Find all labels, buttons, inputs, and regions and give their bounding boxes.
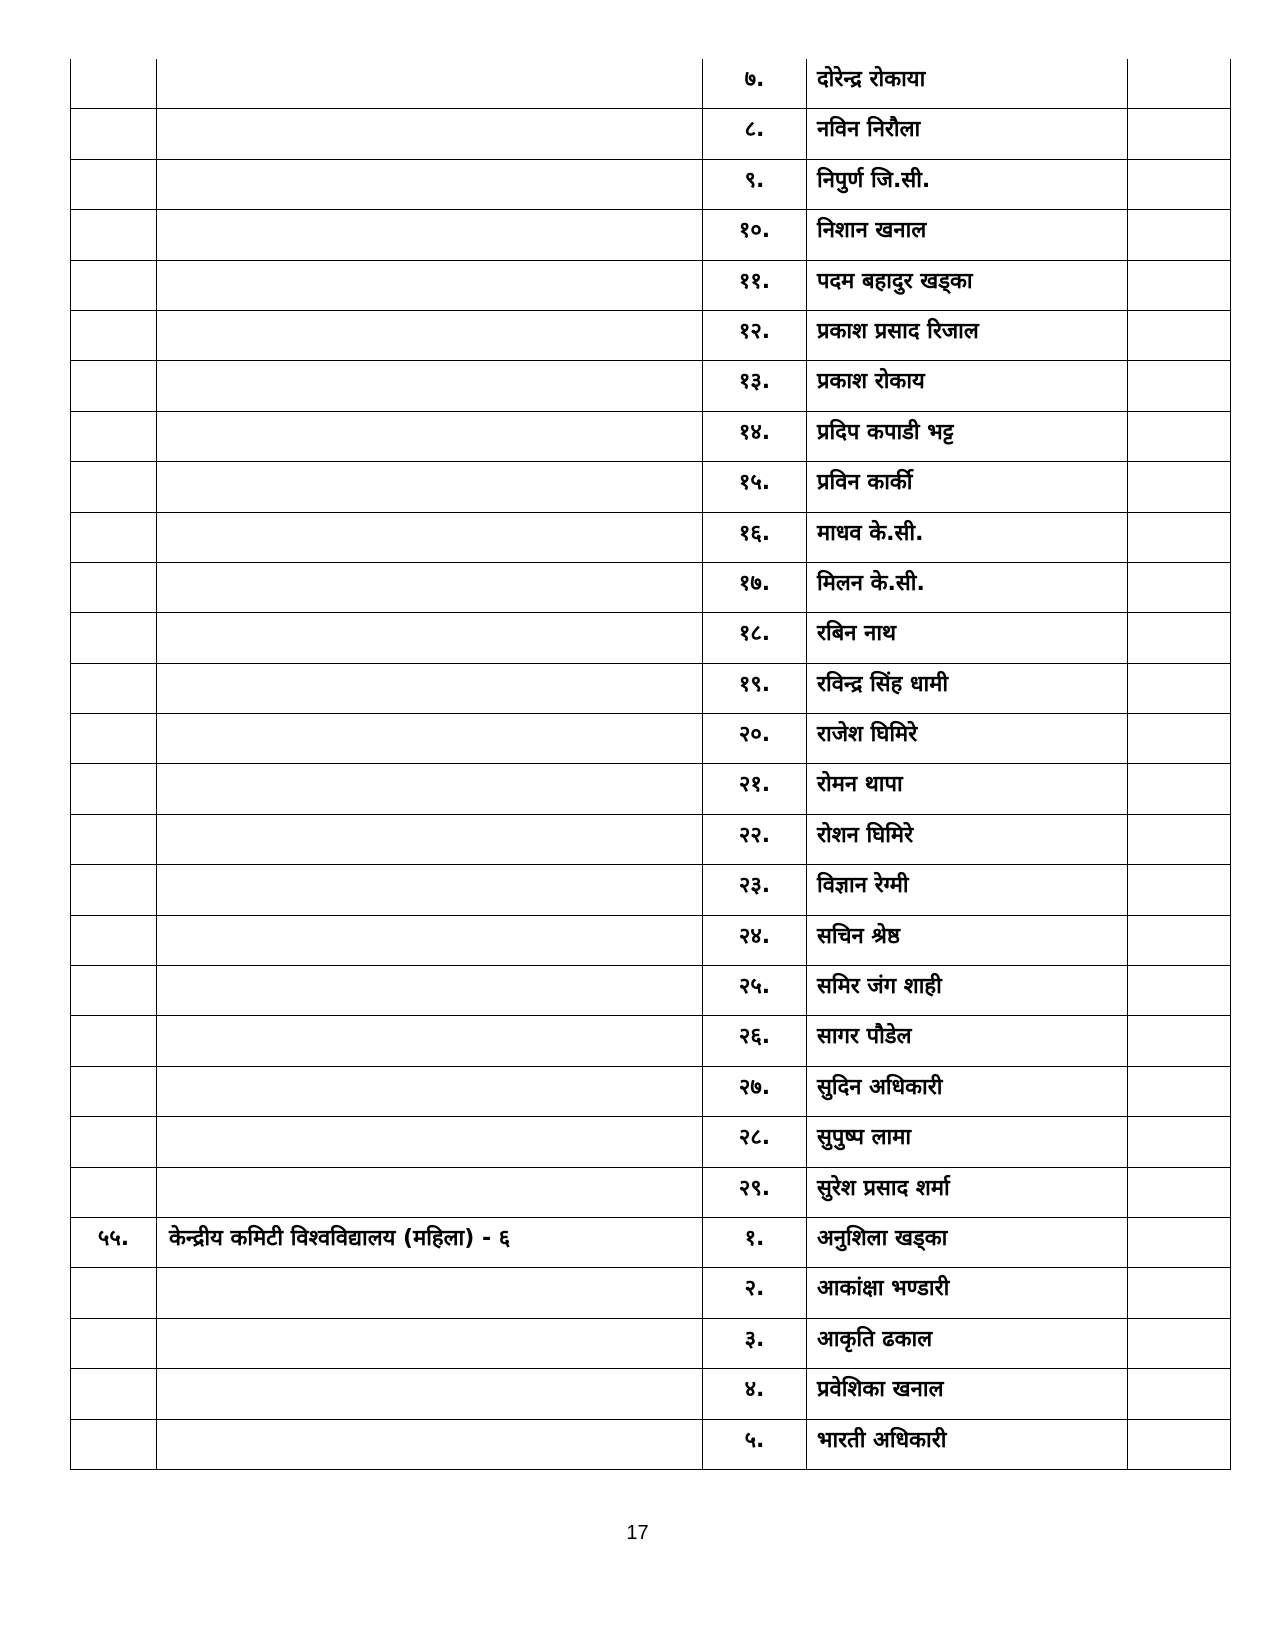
member-serial-cell: [703, 59, 807, 109]
committee-name-text: [169, 966, 702, 976]
committee-number-text: [71, 1067, 156, 1077]
member-name-text: प्रवेशिका खनाल: [817, 1377, 944, 1403]
remarks-cell: [1128, 109, 1231, 159]
table-row: [71, 1268, 1231, 1318]
committee-number-text: [71, 160, 156, 170]
member-name-cell: [807, 1066, 1128, 1116]
remarks-cell: [1128, 966, 1231, 1016]
member-serial-text: १.: [744, 1225, 765, 1251]
table-row: [71, 1318, 1231, 1368]
committee-number-cell: [71, 310, 157, 360]
member-name-text: निपुर्ण जि.सी.: [817, 167, 931, 193]
table-row: [71, 361, 1231, 411]
committee-number-cell: [71, 1268, 157, 1318]
member-name-cell: [807, 1217, 1128, 1267]
committee-name-cell: [157, 512, 703, 562]
committee-name-text: [169, 1168, 702, 1178]
remarks-cell: [1128, 613, 1231, 663]
table-row: [71, 1117, 1231, 1167]
member-serial-cell: [703, 1419, 807, 1469]
member-serial-cell: [703, 1268, 807, 1318]
committee-number-cell: [71, 1419, 157, 1469]
member-name-cell: [807, 1369, 1128, 1419]
table-body: [71, 59, 1231, 1469]
remarks-cell: [1128, 1016, 1231, 1066]
committee-number-cell: [71, 663, 157, 713]
committee-number-text: [71, 462, 156, 472]
member-name-text: राजेश घिमिरे: [817, 722, 918, 748]
committee-name-text: [169, 513, 702, 523]
table-row: [71, 512, 1231, 562]
member-name-cell: [807, 1167, 1128, 1217]
member-name-text: सुपुष्प लामा: [817, 1125, 912, 1151]
member-serial-text: ९.: [744, 167, 765, 193]
member-name-cell: [807, 210, 1128, 260]
committee-number-text: [71, 361, 156, 371]
member-serial-text: १६.: [738, 520, 771, 546]
committee-name-text: [169, 1268, 702, 1278]
remarks-cell: [1128, 562, 1231, 612]
table-row: [71, 1167, 1231, 1217]
committee-name-cell: [157, 1167, 703, 1217]
committee-name-cell: [157, 613, 703, 663]
committee-number-cell: [71, 1016, 157, 1066]
member-name-text: निशान खनाल: [817, 218, 927, 244]
remarks-cell: [1128, 361, 1231, 411]
committee-number-cell: [71, 764, 157, 814]
committee-number-text: [71, 613, 156, 623]
table-row: [71, 562, 1231, 612]
committee-number-text: [71, 311, 156, 321]
member-name-cell: [807, 865, 1128, 915]
committee-name-text: [169, 1420, 702, 1430]
remarks-cell: [1128, 814, 1231, 864]
member-serial-cell: [703, 1318, 807, 1368]
member-name-cell: [807, 764, 1128, 814]
remarks-cell: [1128, 59, 1231, 109]
member-name-text: मिलन के.सी.: [817, 570, 925, 596]
committee-name-cell: [157, 915, 703, 965]
committee-name-cell: [157, 210, 703, 260]
member-serial-text: १५.: [738, 470, 771, 496]
table-row: [71, 1419, 1231, 1469]
remarks-cell: [1128, 865, 1231, 915]
committee-number-cell: [71, 966, 157, 1016]
committee-number-cell: [71, 865, 157, 915]
table-row: [71, 714, 1231, 764]
member-serial-text: ७.: [744, 67, 765, 92]
committee-number-cell: [71, 1318, 157, 1368]
committee-name-cell: [157, 966, 703, 1016]
member-serial-text: ३.: [744, 1326, 765, 1352]
remarks-cell: [1128, 512, 1231, 562]
committee-name-text: [169, 865, 702, 875]
committee-name-cell: [157, 1419, 703, 1469]
committee-name-text: [169, 714, 702, 724]
committee-number-cell: [71, 159, 157, 209]
member-name-text: आकृति ढकाल: [817, 1326, 933, 1352]
committee-number-cell: [71, 411, 157, 461]
committee-name-cell: [157, 1369, 703, 1419]
member-serial-text: २०.: [738, 722, 771, 748]
member-serial-cell: [703, 1117, 807, 1167]
committee-name-text: [169, 1016, 702, 1026]
table-row: [71, 310, 1231, 360]
member-name-text: समिर जंग शाही: [817, 974, 942, 1000]
table-row: [71, 1217, 1231, 1267]
committee-number-text: [71, 1319, 156, 1329]
member-serial-text: १३.: [738, 369, 771, 395]
table-row: [71, 159, 1231, 209]
committee-number-cell: [71, 613, 157, 663]
remarks-cell: [1128, 663, 1231, 713]
committee-name-cell: [157, 1217, 703, 1267]
member-name-cell: [807, 310, 1128, 360]
member-name-cell: [807, 562, 1128, 612]
committee-number-cell: [71, 915, 157, 965]
member-serial-cell: [703, 865, 807, 915]
member-name-text: रोमन थापा: [817, 772, 903, 798]
member-serial-text: ८.: [744, 117, 765, 143]
committee-name-text: [169, 210, 702, 220]
remarks-cell: [1128, 1318, 1231, 1368]
committee-name-cell: [157, 1117, 703, 1167]
committee-number-text: [71, 815, 156, 825]
member-serial-text: २४.: [738, 923, 771, 949]
remarks-cell: [1128, 915, 1231, 965]
committee-name-cell: [157, 663, 703, 713]
committee-number-cell: [71, 714, 157, 764]
member-serial-cell: [703, 966, 807, 1016]
committee-name-cell: [157, 109, 703, 159]
table-row: [71, 59, 1231, 109]
member-name-cell: [807, 109, 1128, 159]
committee-name-cell: [157, 361, 703, 411]
member-name-text: दोरेन्द्र रोकाया: [817, 67, 926, 92]
member-serial-cell: [703, 814, 807, 864]
committee-name-cell: [157, 1066, 703, 1116]
committee-name-cell: [157, 59, 703, 109]
member-serial-text: २३.: [738, 873, 771, 899]
member-serial-cell: [703, 613, 807, 663]
committee-name-cell: [157, 1318, 703, 1368]
committee-number-cell: [71, 1117, 157, 1167]
committee-name-cell: [157, 159, 703, 209]
table-row: [71, 966, 1231, 1016]
table-row: [71, 663, 1231, 713]
committee-number-text: [71, 1168, 156, 1178]
member-name-text: नविन निरौला: [817, 117, 921, 143]
committee-name-text: [169, 311, 702, 321]
remarks-cell: [1128, 462, 1231, 512]
remarks-cell: [1128, 310, 1231, 360]
committee-name-text: [169, 1117, 702, 1127]
table-row: [71, 109, 1231, 159]
member-name-cell: [807, 260, 1128, 310]
committee-number-text: [71, 1016, 156, 1026]
member-name-text: सुरेश प्रसाद शर्मा: [817, 1175, 950, 1201]
member-name-cell: [807, 1117, 1128, 1167]
member-name-cell: [807, 1268, 1128, 1318]
member-name-cell: [807, 1016, 1128, 1066]
member-name-text: सागर पौडेल: [817, 1024, 912, 1050]
member-serial-cell: [703, 663, 807, 713]
member-serial-text: २६.: [738, 1024, 771, 1050]
table-row: [71, 462, 1231, 512]
committee-number-text: [71, 865, 156, 875]
member-serial-cell: [703, 1369, 807, 1419]
member-serial-cell: [703, 361, 807, 411]
member-serial-cell: [703, 512, 807, 562]
member-serial-cell: [703, 915, 807, 965]
committee-number-text: ५५.: [97, 1225, 130, 1251]
committee-name-text: [169, 664, 702, 674]
committee-number-text: [71, 1117, 156, 1127]
committee-name-text: [169, 1319, 702, 1329]
table-row: [71, 865, 1231, 915]
member-name-cell: [807, 1419, 1128, 1469]
committee-number-text: [71, 916, 156, 926]
committee-name-text: [169, 764, 702, 774]
member-name-text: प्रकाश रोकाय: [817, 369, 925, 395]
member-serial-text: ११.: [738, 268, 771, 294]
committee-number-cell: [71, 210, 157, 260]
committee-name-text: [169, 109, 702, 119]
member-name-cell: [807, 462, 1128, 512]
member-name-cell: [807, 361, 1128, 411]
member-name-text: रबिन नाथ: [817, 621, 897, 647]
committee-number-cell: [71, 512, 157, 562]
table-row: [71, 411, 1231, 461]
remarks-cell: [1128, 1167, 1231, 1217]
committee-number-cell: [71, 109, 157, 159]
committee-name-text: [169, 916, 702, 926]
member-name-text: सुदिन अधिकारी: [817, 1074, 943, 1100]
remarks-cell: [1128, 714, 1231, 764]
committee-name-text: [169, 59, 702, 69]
member-name-text: प्रविन कार्की: [817, 470, 913, 496]
table-row: [71, 1369, 1231, 1419]
committee-number-cell: [71, 1217, 157, 1267]
member-name-cell: [807, 512, 1128, 562]
committee-name-text: [169, 412, 702, 422]
committee-name-text: [169, 261, 702, 271]
member-serial-cell: [703, 210, 807, 260]
committee-name-cell: [157, 411, 703, 461]
committee-number-cell: [71, 814, 157, 864]
remarks-cell: [1128, 1066, 1231, 1116]
committee-name-cell: [157, 310, 703, 360]
member-serial-text: १९.: [738, 671, 771, 697]
committee-number-cell: [71, 1167, 157, 1217]
table-row: [71, 210, 1231, 260]
committee-number-text: [71, 59, 156, 69]
committee-number-text: [71, 764, 156, 774]
member-serial-cell: [703, 1217, 807, 1267]
member-name-cell: [807, 714, 1128, 764]
table-row: [71, 260, 1231, 310]
member-name-text: सचिन श्रेष्ठ: [817, 923, 900, 949]
committee-name-cell: [157, 462, 703, 512]
committee-name-cell: [157, 1016, 703, 1066]
committee-number-cell: [71, 462, 157, 512]
committee-number-cell: [71, 562, 157, 612]
committee-name-text: [169, 361, 702, 371]
member-serial-cell: [703, 1066, 807, 1116]
committee-number-text: [71, 109, 156, 119]
member-name-text: पदम बहादुर खड्का: [817, 268, 973, 294]
member-serial-text: १०.: [738, 218, 771, 244]
member-name-cell: [807, 59, 1128, 109]
member-serial-text: २५.: [738, 974, 771, 1000]
remarks-cell: [1128, 210, 1231, 260]
member-serial-text: २.: [744, 1276, 765, 1302]
committee-number-text: [71, 1268, 156, 1278]
member-serial-cell: [703, 1016, 807, 1066]
committee-number-text: [71, 966, 156, 976]
committee-number-text: [71, 412, 156, 422]
table-row: [71, 915, 1231, 965]
member-table: [70, 59, 1231, 1470]
member-serial-text: ४.: [744, 1377, 765, 1403]
committee-name-cell: [157, 260, 703, 310]
committee-name-text: केन्द्रीय कमिटी विश्वविद्यालय (महिला) - ६: [169, 1225, 511, 1251]
remarks-cell: [1128, 1419, 1231, 1469]
remarks-cell: [1128, 1369, 1231, 1419]
member-name-text: माधव के.सी.: [817, 520, 924, 546]
member-name-text: विज्ञान रेग्मी: [817, 873, 909, 899]
committee-name-text: [169, 815, 702, 825]
member-serial-text: १४.: [738, 419, 771, 445]
member-serial-cell: [703, 1167, 807, 1217]
member-serial-text: २८.: [738, 1125, 771, 1151]
member-serial-text: २२.: [738, 822, 771, 848]
member-name-text: रोशन घिमिरे: [817, 822, 914, 848]
committee-number-text: [71, 261, 156, 271]
member-name-text: अनुशिला खड्का: [817, 1225, 948, 1251]
committee-name-cell: [157, 764, 703, 814]
remarks-cell: [1128, 411, 1231, 461]
member-serial-cell: [703, 764, 807, 814]
member-serial-text: २९.: [738, 1175, 771, 1201]
remarks-cell: [1128, 1217, 1231, 1267]
page-number: 17: [626, 1522, 649, 1544]
member-serial-text: ५.: [744, 1427, 765, 1453]
member-serial-cell: [703, 109, 807, 159]
table-row: [71, 764, 1231, 814]
committee-number-text: [71, 513, 156, 523]
member-serial-text: १७.: [738, 570, 771, 596]
member-serial-cell: [703, 260, 807, 310]
committee-name-cell: [157, 562, 703, 612]
remarks-cell: [1128, 159, 1231, 209]
remarks-cell: [1128, 260, 1231, 310]
committee-number-text: [71, 210, 156, 220]
member-name-cell: [807, 663, 1128, 713]
remarks-cell: [1128, 764, 1231, 814]
member-serial-text: २७.: [738, 1074, 771, 1100]
member-serial-cell: [703, 411, 807, 461]
member-name-cell: [807, 915, 1128, 965]
committee-number-text: [71, 664, 156, 674]
committee-name-cell: [157, 714, 703, 764]
remarks-cell: [1128, 1268, 1231, 1318]
committee-number-text: [71, 714, 156, 724]
member-name-text: प्रकाश प्रसाद रिजाल: [817, 318, 979, 344]
committee-name-cell: [157, 865, 703, 915]
committee-number-cell: [71, 260, 157, 310]
member-name-cell: [807, 411, 1128, 461]
member-serial-cell: [703, 462, 807, 512]
table-row: [71, 814, 1231, 864]
committee-number-cell: [71, 59, 157, 109]
committee-name-text: [169, 160, 702, 170]
member-name-text: भारती अधिकारी: [817, 1427, 947, 1453]
committee-name-text: [169, 1067, 702, 1077]
member-serial-text: २१.: [738, 772, 771, 798]
committee-number-cell: [71, 1066, 157, 1116]
member-name-text: प्रदिप कपाडी भट्ट: [817, 419, 954, 445]
committee-name-cell: [157, 814, 703, 864]
committee-name-cell: [157, 1268, 703, 1318]
member-name-cell: [807, 159, 1128, 209]
table-row: [71, 1016, 1231, 1066]
remarks-cell: [1128, 1117, 1231, 1167]
member-serial-cell: [703, 562, 807, 612]
table-row: [71, 1066, 1231, 1116]
member-serial-cell: [703, 714, 807, 764]
member-name-text: आकांक्षा भण्डारी: [817, 1276, 950, 1302]
member-serial-cell: [703, 310, 807, 360]
committee-name-text: [169, 1369, 702, 1379]
member-serial-text: १२.: [738, 318, 771, 344]
member-name-text: रविन्द्र सिंह धामी: [817, 671, 949, 697]
committee-name-text: [169, 613, 702, 623]
table-row: [71, 613, 1231, 663]
committee-number-text: [71, 563, 156, 573]
member-serial-text: १८.: [738, 621, 771, 647]
member-serial-cell: [703, 159, 807, 209]
committee-number-text: [71, 1420, 156, 1430]
member-name-cell: [807, 1318, 1128, 1368]
committee-number-cell: [71, 361, 157, 411]
member-name-cell: [807, 814, 1128, 864]
member-name-cell: [807, 966, 1128, 1016]
committee-number-text: [71, 1369, 156, 1379]
member-name-cell: [807, 613, 1128, 663]
committee-name-text: [169, 563, 702, 573]
committee-number-cell: [71, 1369, 157, 1419]
committee-name-text: [169, 462, 702, 472]
